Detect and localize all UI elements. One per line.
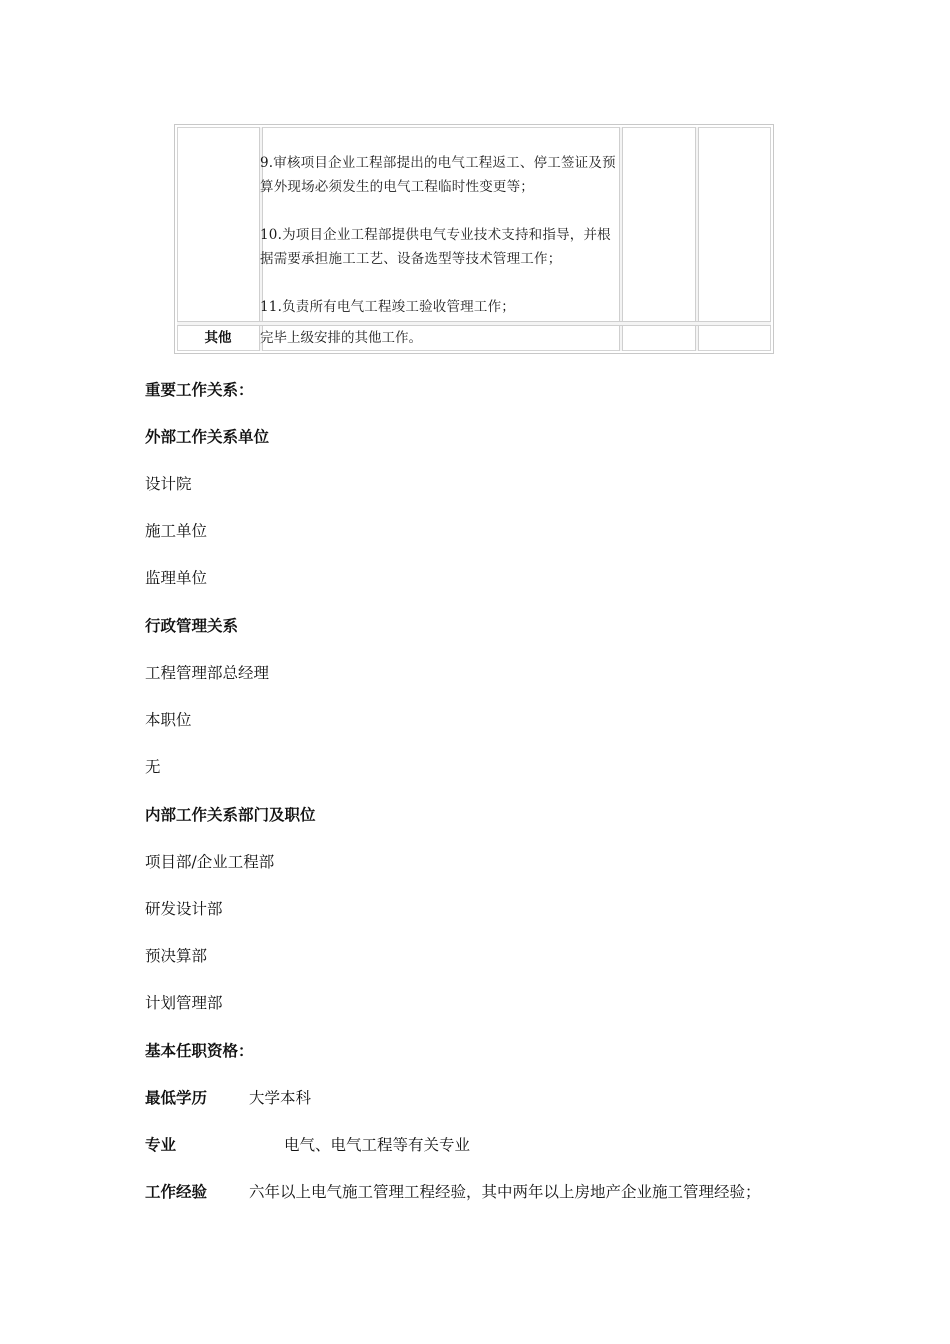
major-label: 专业 xyxy=(145,1136,177,1154)
experience-label: 工作经验 xyxy=(145,1183,208,1201)
list-item: 计划管理部 xyxy=(145,994,223,1012)
other-row-text: 完毕上级安排的其他工作。 xyxy=(260,330,422,346)
external-relations-heading: 外部工作关系单位 xyxy=(145,428,270,446)
relations-heading: 重要工作关系： xyxy=(145,381,254,399)
list-item: 预决算部 xyxy=(145,947,208,965)
major-value: 电气、电气工程等有关专业 xyxy=(284,1136,471,1154)
table-column-divider xyxy=(695,127,699,351)
duty-item-10: 10.为项目企业工程部提供电气专业技术支持和指导，并根据需要承担施工工艺、设备选型等技术管理工作； xyxy=(260,227,611,267)
list-item: 监理单位 xyxy=(145,569,208,587)
list-item: 施工单位 xyxy=(145,522,208,540)
education-value: 大学本科 xyxy=(249,1089,312,1107)
list-item: 研发设计部 xyxy=(145,900,223,918)
experience-value: 六年以上电气施工管理工程经验，其中两年以上房地产企业施工管理经验； xyxy=(249,1183,761,1201)
education-label: 最低学历 xyxy=(145,1089,208,1107)
list-item: 设计院 xyxy=(145,475,192,493)
other-row-label: 其他 xyxy=(204,330,232,346)
list-item: 项目部/企业工程部 xyxy=(145,853,275,871)
table-row-divider xyxy=(177,321,771,326)
duty-item-11: 11.负责所有电气工程竣工验收管理工作； xyxy=(260,299,515,315)
internal-relations-heading: 内部工作关系部门及职位 xyxy=(145,806,316,824)
qualifications-heading: 基本任职资格： xyxy=(145,1042,254,1060)
list-item: 无 xyxy=(145,758,161,776)
list-item: 工程管理部总经理 xyxy=(145,664,270,682)
admin-relations-heading: 行政管理关系 xyxy=(145,617,239,635)
list-item: 本职位 xyxy=(145,711,192,729)
duty-item-9: 9.审核项目企业工程部提出的电气工程返工、停工签证及预算外现场必须发生的电气工程临时性变更等； xyxy=(260,155,616,195)
